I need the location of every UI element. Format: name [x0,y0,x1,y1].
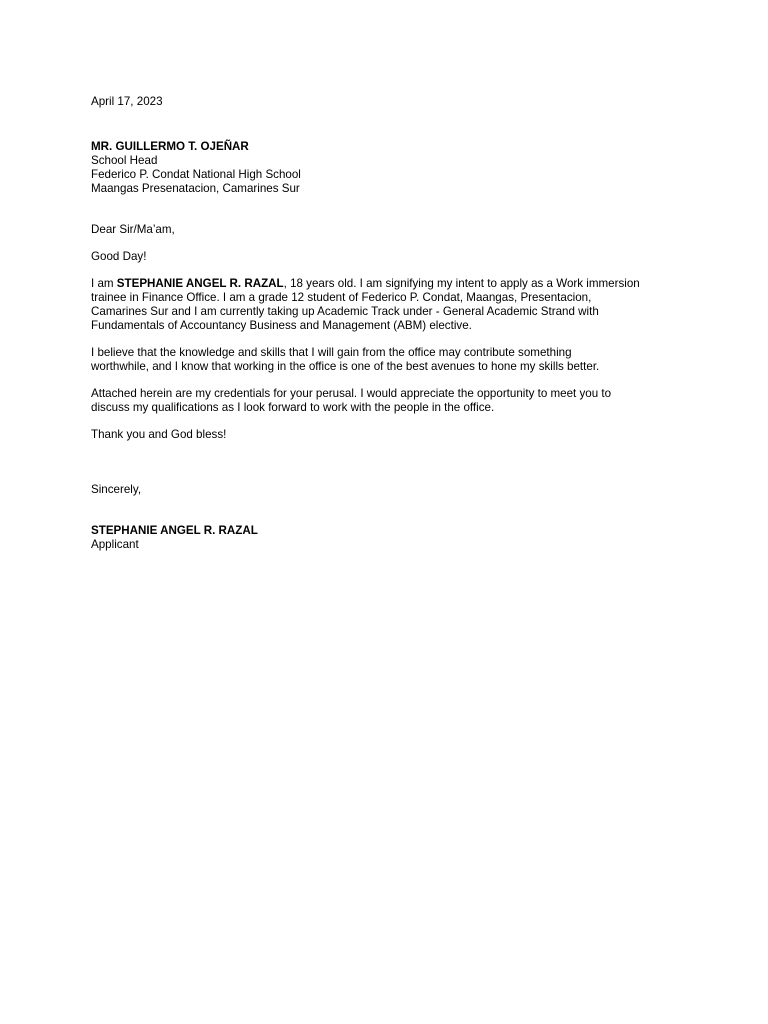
paragraph-line: discuss my qualifications as I look forward to work with the people in the office. [91,401,495,414]
salutation-text: Dear Sir/Ma’am, [91,223,175,236]
body-paragraph-credentials [91,387,691,415]
paragraph-line: Attached herein are my credentials for your perusal. I would appreciate the opportunity to meet you to [91,387,612,400]
salutation [91,223,691,237]
signature-block [91,524,691,552]
recipient-address: Maangas Presenatacion, Camarines Sur [91,182,300,195]
intro-prefix: I am [91,277,117,290]
paragraph-line: I believe that the knowledge and skills that I will gain from the office may contribute something [91,346,572,359]
intro-rest: , 18 years old. I am signifying my intent to apply as a Work immersion [283,277,640,290]
paragraph-line: Camarines Sur and I am currently taking up Academic Track under - General Academic Strand with [91,305,599,318]
paragraph-line: trainee in Finance Office. I am a grade 12 student of Federico P. Condat, Maangas, Presentacion, [91,291,592,304]
recipient-name: MR. GUILLERMO T. OJEÑAR [91,140,249,153]
signoff [91,483,691,497]
thanks-line [91,428,691,442]
paragraph-line: Fundamentals of Accountancy Business and Management (ABM) elective. [91,319,472,332]
letter-date [91,95,691,109]
signature-name: STEPHANIE ANGEL R. RAZAL [91,524,258,537]
signature-role: Applicant [91,538,139,551]
recipient-title: School Head [91,154,158,167]
paragraph-line: worthwhile, and I know that working in the office is one of the best avenues to hone my skills better. [91,360,600,373]
signoff-text: Sincerely, [91,483,142,496]
body-paragraph-belief [91,346,691,374]
paragraph-line [91,277,691,291]
recipient-block [91,140,691,196]
date-text: April 17, 2023 [91,95,163,108]
greeting-text: Good Day! [91,250,147,263]
greeting [91,250,691,264]
recipient-school: Federico P. Condat National High School [91,168,301,181]
thanks-text: Thank you and God bless! [91,428,227,441]
body-paragraph-intro [91,277,691,333]
applicant-name-inline: STEPHANIE ANGEL R. RAZAL [116,277,284,290]
